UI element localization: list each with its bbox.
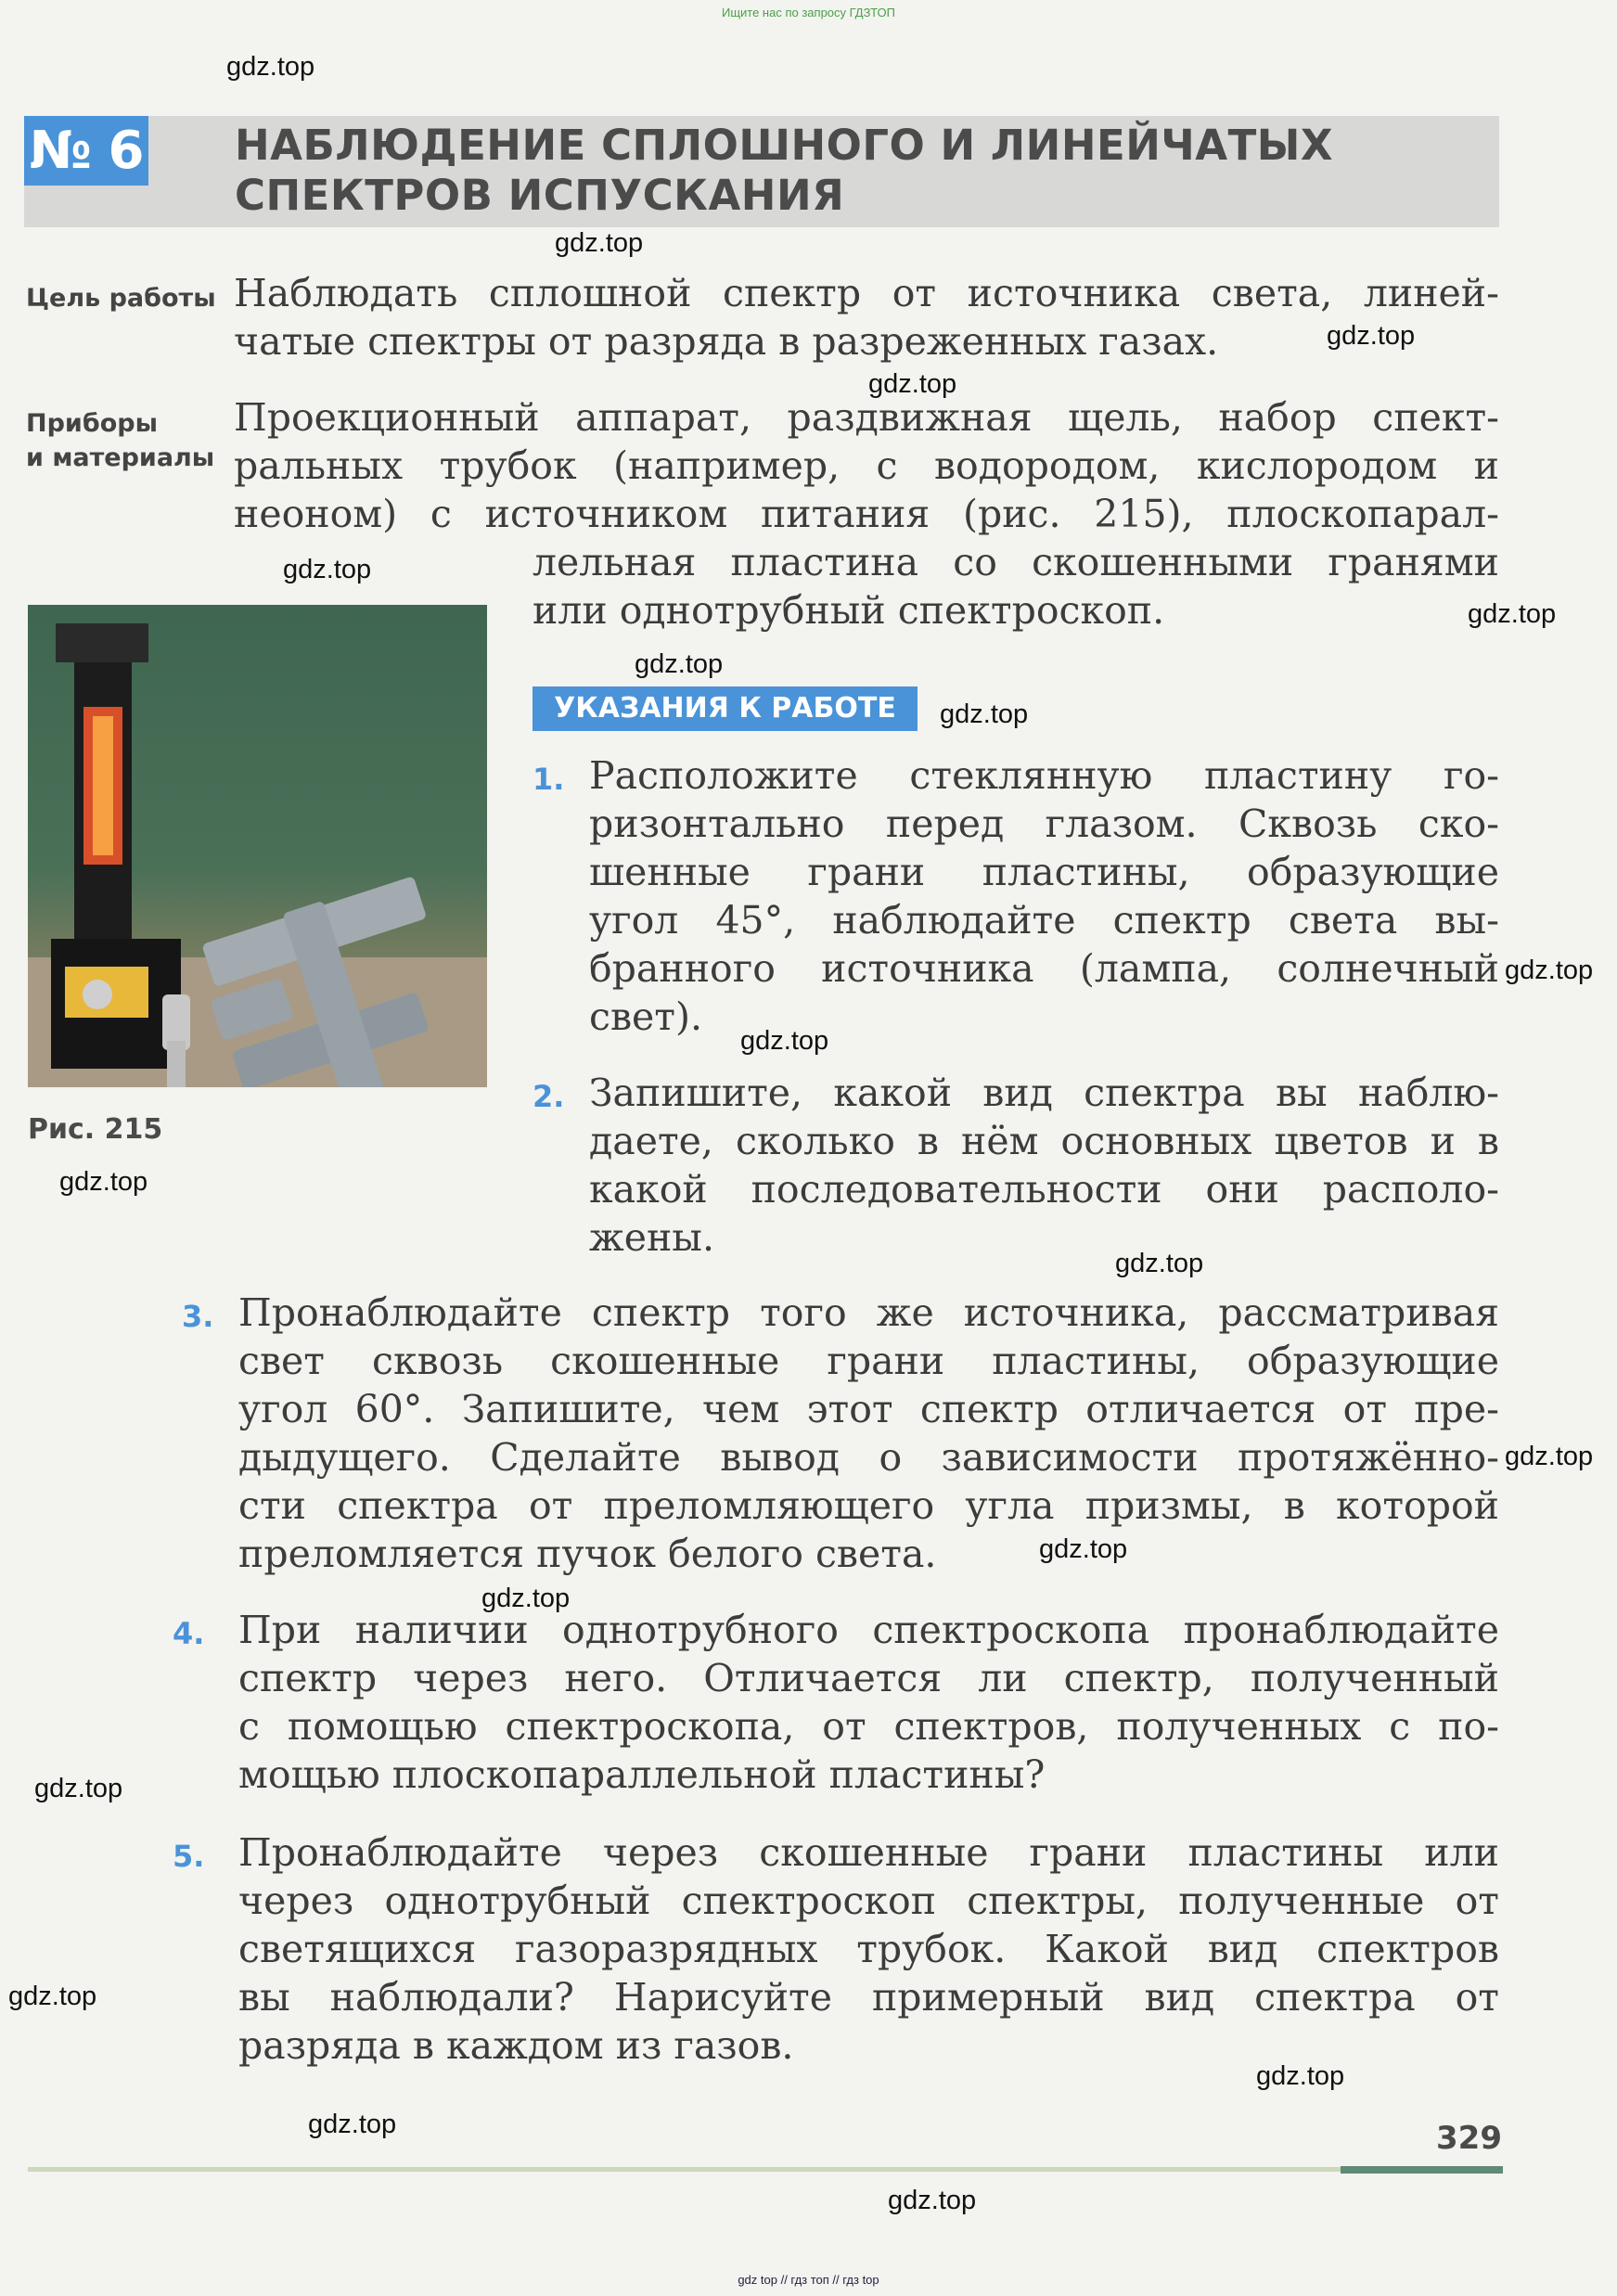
watermark: gdz.top [1039,1534,1128,1564]
watermark: gdz.top [940,699,1029,729]
item-1-line-2: ризонтально перед глазом. Сквозь ско- [589,802,1499,846]
item-4-line-3: с помощью спектроскопа, от спектров, полученных с по- [238,1704,1499,1749]
item-3-text-end [238,1530,1499,1578]
item-1-text-end [589,993,1499,1041]
watermark: gdz.top [740,1026,829,1056]
goal-text [234,269,1499,317]
item-3-line-3: угол 60°. Запишите, чем этот спектр отличается от пре- [238,1387,1499,1431]
item-3-line-1: Пронаблюдайте спектр того же источника, рассматривая [238,1290,1499,1335]
materials-text [234,393,1499,538]
item-2-line-3: какой последовательности они располо- [589,1167,1499,1212]
spectral-tubes-illustration [28,605,487,1087]
item-2-text-end [589,1213,1499,1262]
item-1-line-6: свет). [589,994,703,1039]
item-5-text [238,1828,1499,2021]
watermark: gdz.top [1256,2061,1345,2091]
item-4-line-4: мощью плоскопараллельной пластины? [238,1752,1046,1797]
watermark: gdz.top [635,649,724,679]
goal-line-1: Наблюдать сплошной спектр от источника света, линей- [234,271,1499,315]
page-number: 329 [1436,2120,1502,2157]
materials-line-5: или однотрубный спектроскоп. [533,588,1165,633]
item-1-line-1: Расположите стеклянную пластину го- [589,753,1499,798]
bottom-rule [28,2167,1503,2172]
item-5-line-5: разряда в каждом из газов. [238,2023,794,2068]
item-5-line-2: через однотрубный спектроскоп спектры, полученные от [238,1879,1499,1923]
item-2-line-4: жены. [589,1215,714,1260]
item-3-line-5: сти спектра от преломляющего угла призмы, в которой [238,1483,1499,1528]
item-2-line-2: даете, сколько в нём основных цветов и в [589,1119,1499,1163]
item-1-line-3: шенные грани пластины, образующие [589,850,1499,894]
materials-line-1: Проекционный аппарат, раздвижная щель, набор спект- [234,395,1499,440]
lab-title-line-1: НАБЛЮДЕНИЕ СПЛОШНОГО И ЛИНЕЙЧАТЫХ [235,121,1334,170]
item-3-line-2: свет сквозь скошенные грани пластины, образующие [238,1339,1499,1383]
item-1-line-4: угол 45°, наблюдайте спектр света вы- [589,898,1499,943]
item-3-line-6: преломляется пучок белого света. [238,1532,937,1576]
item-4-number: 4. [173,1616,205,1651]
item-4-line-1: При наличии однотрубного спектроскопа пронаблюдайте [238,1608,1499,1652]
footer-note: gdz top // гдз топ // гдз top [738,2273,879,2287]
watermark: gdz.top [1505,956,1594,985]
watermark: gdz.top [555,228,644,258]
item-5-number: 5. [173,1839,205,1874]
lab-number-badge: № 6 [24,116,148,186]
watermark: gdz.top [1115,1249,1204,1278]
item-3-number: 3. [182,1299,214,1334]
item-4-text [238,1606,1499,1751]
item-2-text [589,1069,1499,1213]
item-1-text [589,751,1499,993]
watermark: gdz.top [481,1584,571,1613]
watermark: gdz.top [1327,321,1416,351]
watermark: gdz.top [226,52,315,82]
bottom-rule-accent [1341,2166,1503,2174]
materials-label [26,406,214,475]
watermark: gdz.top [8,1982,97,2011]
watermark: gdz.top [34,1774,123,1803]
watermark: gdz.top [1505,1442,1594,1471]
materials-label-line-2: и материалы [26,443,215,472]
item-5-line-1: Пронаблюдайте через скошенные грани пластины или [238,1830,1499,1875]
lab-title [235,121,1478,221]
item-1-line-5: бранного источника (лампа, солнечный [589,946,1499,991]
materials-line-4: лельная пластина со скошенными гранями [533,540,1499,584]
item-4-text-end [238,1751,1499,1799]
watermark: gdz.top [868,369,957,399]
top-search-note: Ищите нас по запросу ГДЗТОП [721,6,895,19]
materials-text-cont [533,538,1499,586]
goal-label: Цель работы [26,284,216,313]
item-5-line-4: вы наблюдали? Нарисуйте примерный вид спектра от [238,1975,1499,2020]
item-4-line-2: спектр через него. Отличается ли спектр, полученный [238,1656,1499,1700]
item-5-line-3: светящихся газоразрядных трубок. Какой вид спектров [238,1927,1499,1971]
watermark: gdz.top [283,555,372,584]
materials-line-3: неоном) с источником питания (рис. 215), плоскопарал- [234,492,1499,536]
item-2-number: 2. [533,1079,565,1114]
goal-text-2 [234,317,1347,366]
figure-spectral-tubes-photo [28,605,487,1087]
item-2-line-1: Запишите, какой вид спектра вы наблю- [589,1071,1499,1115]
watermark: gdz.top [1468,599,1557,629]
materials-label-line-1: Приборы [26,409,158,438]
item-1-number: 1. [533,762,565,797]
lab-title-line-2: СПЕКТРОВ ИСПУСКАНИЯ [235,171,845,220]
goal-line-2: чатые спектры от разряда в разреженных газах. [234,319,1219,364]
watermark: gdz.top [308,2110,397,2139]
item-3-line-4: дыдущего. Сделайте вывод о зависимости протяжённо- [238,1435,1499,1480]
materials-text-end [533,586,1499,635]
watermark: gdz.top [888,2186,977,2215]
instructions-header: УКАЗАНИЯ К РАБОТЕ [533,686,918,731]
figure-caption: Рис. 215 [28,1113,163,1146]
watermark: gdz.top [59,1167,148,1197]
item-3-text [238,1289,1499,1530]
materials-line-2: ральных трубок (например, с водородом, кислородом и [234,443,1499,488]
